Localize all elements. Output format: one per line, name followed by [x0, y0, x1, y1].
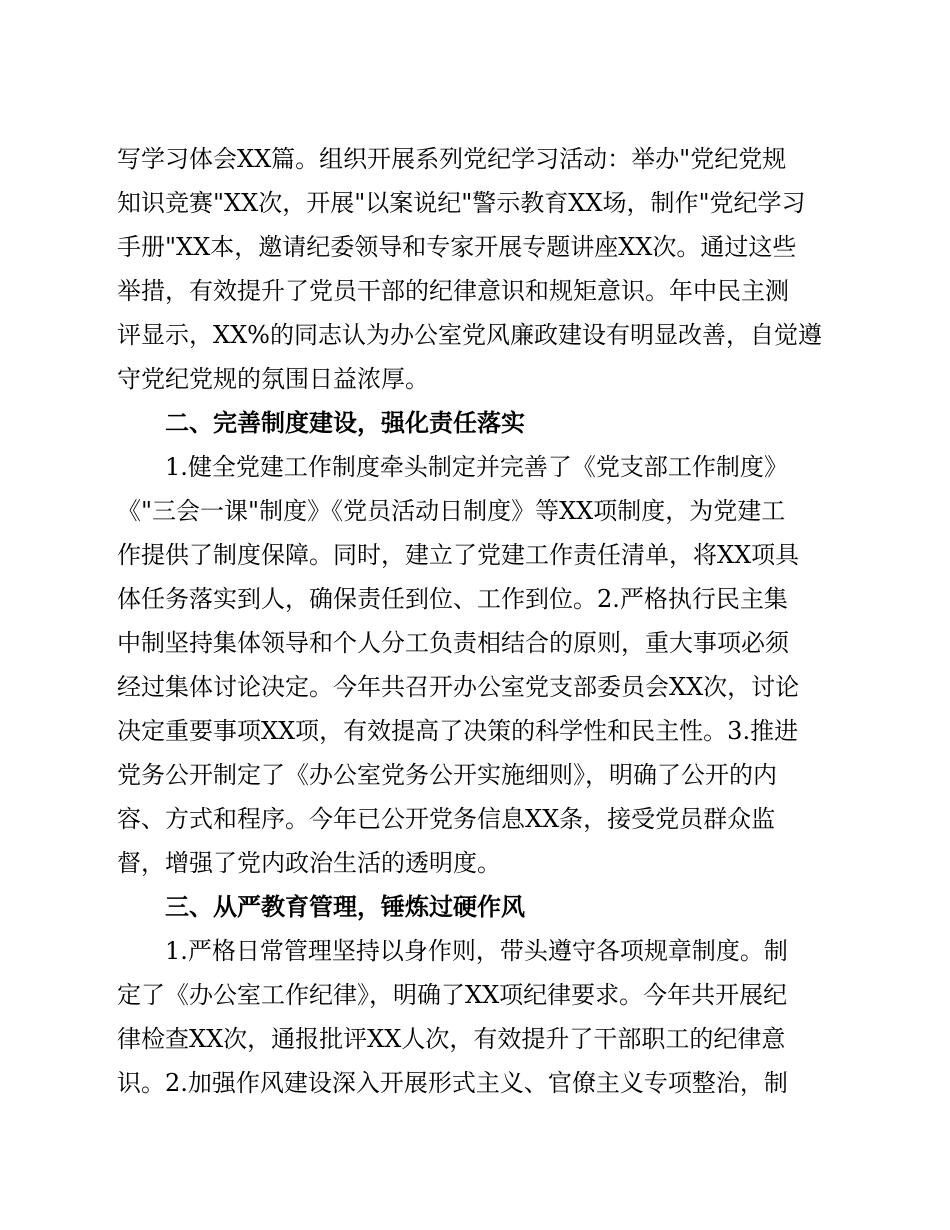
text-line: 容、方式和程序。今年已公开党务信息XX条，接受党员群众监	[117, 805, 776, 833]
text-line: 党务公开制定了《办公室党务公开实施细则》，明确了公开的内	[117, 761, 777, 789]
text-line: 知识竞赛"XX次，开展"以案说纪"警示教育XX场，制作"党纪学习	[117, 189, 806, 217]
text-line: 定了《办公室工作纪律》，明确了XX项纪律要求。今年共开展纪	[117, 981, 788, 1009]
text-line: 1.严格日常管理坚持以身作则，带头遵守各项规章制度。制	[117, 937, 788, 965]
text-line: 识。2.加强作风建设深入开展形式主义、官僚主义专项整治，制	[117, 1069, 788, 1097]
text-line: 经过集体讨论决定。今年共召开办公室党支部委员会XX次，讨论	[117, 673, 800, 701]
text-line: 体任务落实到人，确保责任到位、工作到位。2.严格执行民主集	[117, 585, 788, 613]
text-line: 写学习体会XX篇。组织开展系列党纪学习活动：举办"党纪党规	[117, 145, 787, 173]
text-line: 举措，有效提升了党员干部的纪律意识和规矩意识。年中民主测	[117, 277, 789, 305]
section-heading-2: 二、完善制度建设，强化责任落实	[165, 409, 525, 437]
text-line: 中制坚持集体领导和个人分工负责相结合的原则，重大事项必须	[117, 629, 789, 657]
text-line: 手册"XX本，邀请纪委领导和专家开展专题讲座XX次。通过这些	[117, 233, 797, 261]
section-heading-3: 三、从严教育管理，锤炼过硬作风	[165, 893, 525, 921]
text-line: 督，增强了党内政治生活的透明度。	[117, 849, 501, 877]
text-line: 作提供了制度保障。同时，建立了党建工作责任清单，将XX项具	[117, 541, 800, 569]
text-line: 决定重要事项XX项，有效提高了决策的科学性和民主性。3.推进	[117, 717, 799, 745]
text-line: 《"三会一课"制度》《党员活动日制度》等XX项制度，为党建工	[117, 497, 786, 525]
text-line: 1.健全党建工作制度牵头制定并完善了《党支部工作制度》	[117, 453, 788, 481]
text-line: 律检查XX次，通报批评XX人次，有效提升了干部职工的纪律意	[117, 1025, 786, 1053]
text-line: 守党纪党规的氛围日益浓厚。	[117, 365, 429, 393]
text-line: 评显示，XX%的同志认为办公室党风廉政建设有明显改善，自觉遵	[117, 321, 822, 349]
